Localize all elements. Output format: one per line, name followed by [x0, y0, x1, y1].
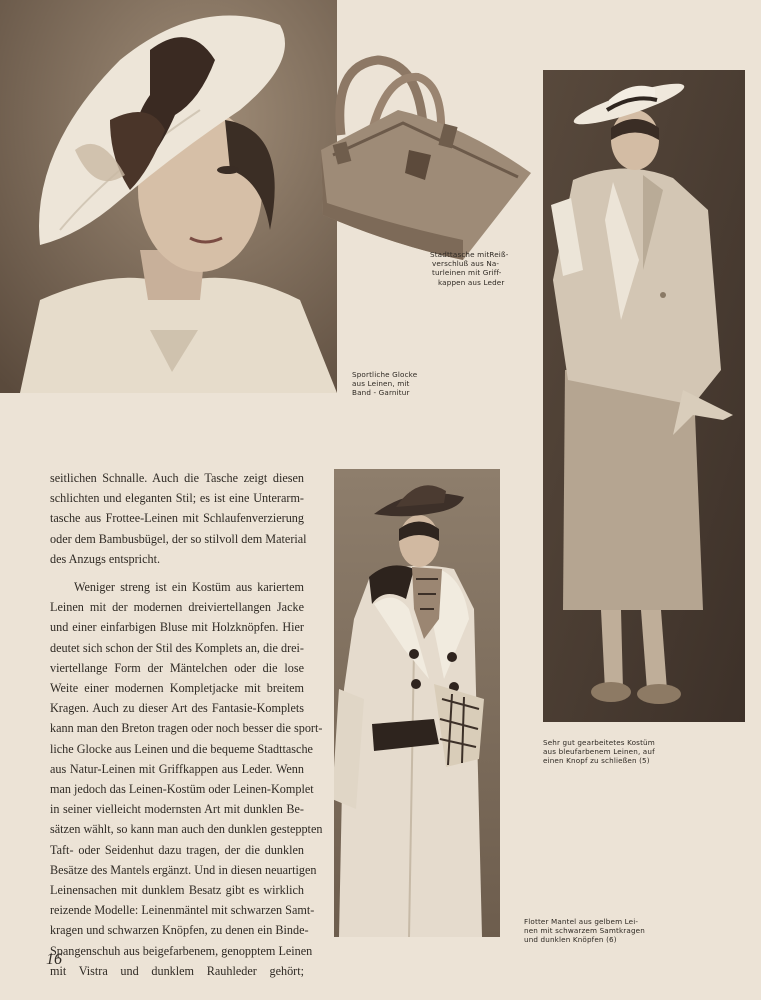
coat-caption [524, 917, 645, 945]
coat-caption-line: Flotter Mantel aus gelbem Lei- [524, 917, 639, 926]
text-line: deutet sich schon der Stil des Komplets an, die drei- [50, 640, 304, 655]
text-line: Weniger streng ist ein Kostüm aus kariertem [74, 580, 304, 595]
handbag-caption-line: kappen aus Leder [438, 277, 505, 287]
hat-portrait-photo [0, 0, 337, 393]
handbag-photo [313, 55, 536, 265]
linen-coat-photo [334, 469, 500, 937]
page-number: 16 [46, 951, 62, 968]
text-line: des Anzugs entspricht. [50, 551, 161, 566]
hat-caption-line: aus Leinen, mit [352, 379, 410, 389]
text-line: Leinensachen mit dunklem Besatz gibt es wirklich [50, 883, 304, 898]
handbag-caption [430, 250, 509, 287]
suit-caption [543, 738, 655, 766]
linen-suit-photo [543, 70, 745, 722]
coat-caption-line: nen mit schwarzem Samtkragen [524, 926, 645, 936]
text-line: und einer einfarbigen Bluse mit Holzknöpfen. Hier [50, 620, 304, 635]
handbag-caption-line: verschluß aus Na- [432, 259, 500, 269]
text-line: kragen und schwarzen Knöpfen, zu denen ein Binde- [50, 923, 309, 938]
article-text [50, 468, 323, 981]
coat-caption-line: und dunklen Knöpfen (6) [524, 935, 617, 945]
hat-caption-line: Sportliche Glocke [352, 370, 418, 379]
text-line: viertellange Form der Mäntelchen oder die lose [50, 660, 304, 675]
text-line: seitlichen Schnalle. Auch die Tasche zeigt diesen [50, 471, 304, 485]
text-line: reizende Modelle: Leinenmäntel mit schwarzen Samt- [50, 903, 315, 918]
text-line: liche Glocke aus Leinen und die bequeme Stadttasche [50, 741, 313, 756]
text-line: aus Natur-Leinen mit Griffkappen aus Leder. Wenn [50, 761, 304, 776]
article-paragraph-1 [50, 468, 307, 569]
text-line: Leinen mit der modernen dreiviertellangen Jacke [50, 600, 304, 615]
text-line: Kragen. Auch zu dieser Art des Fantasie-Komplets [50, 701, 304, 716]
hat-caption [352, 370, 417, 398]
text-line: Weite einer modernen Kompletjacke mit breitem [50, 681, 304, 696]
suit-caption-line: Sehr gut gearbeitetes Kostüm [543, 738, 655, 747]
text-line: schlichten und eleganten Stil; es ist eine Unterarm- [50, 491, 304, 506]
text-line: mit Vistra und dunklem Rauhleder gehört; [50, 963, 304, 978]
text-line: sätzen wählt, so kann man auch den dunklen gesteppten [50, 822, 323, 837]
text-line: kann man den Breton tragen oder noch besser die sport- [50, 721, 323, 736]
text-line: man jedoch das Leinen-Kostüm oder Leinen-Komplet [50, 782, 314, 797]
text-line: in seiner vielleicht modernsten Art mit dunklen Be- [50, 802, 304, 817]
hat-caption-line: Band - Garnitur [352, 388, 410, 398]
text-line: Taft- oder Seidenhut dazu tragen, der die dunklen [50, 842, 304, 857]
suit-caption-line: aus bleufarbenem Leinen, auf [543, 747, 655, 757]
handbag-caption-line: turleinen mit Griff- [432, 268, 502, 278]
text-line: Besätze des Mantels ergänzt. Und in diesen neuartigen [50, 862, 317, 877]
text-line: Spangenschuh aus beigefarbenem, genopptem Leinen [50, 943, 313, 958]
text-line: oder dem Bambusbügel, der so stilvoll dem Material [50, 531, 307, 546]
article-paragraph-2 [50, 577, 323, 981]
text-line: tasche aus Frottee-Leinen mit Schlaufenverzierung [50, 511, 304, 526]
suit-caption-line: einen Knopf zu schließen (5) [543, 756, 650, 766]
handbag-caption-line: Stadttasche mitReiß- [430, 250, 509, 259]
